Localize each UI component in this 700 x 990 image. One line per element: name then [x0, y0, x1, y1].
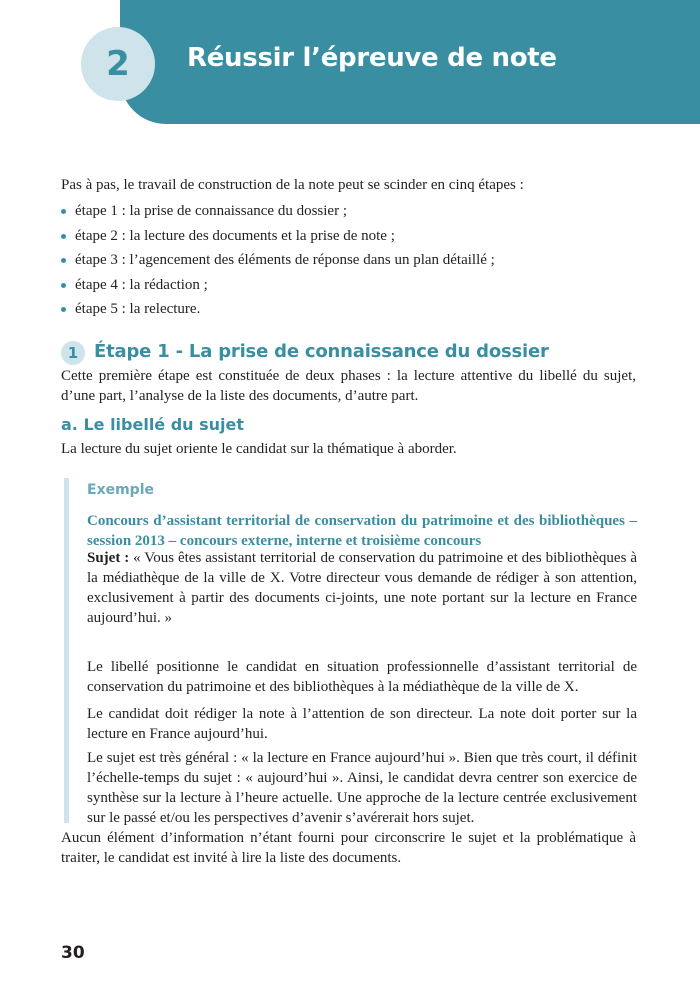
example-label: Exemple [87, 482, 154, 498]
section-title: Étape 1 - La prise de connaissance du dossier [94, 341, 549, 362]
bullet-icon [61, 234, 66, 239]
list-item: étape 1 : la prise de connaissance du dossier ; [61, 201, 495, 226]
steps-list [61, 201, 495, 324]
subject-text: « Vous êtes assistant territorial de conservation du patrimoine et des bibliothèques à la médiathèque de la ville de X. Votre directeur vous demande de rédiger à son attention, exclusivement à partir des documents ci-joints, une note portant sur la lecture en France aujourd’hui. » [87, 550, 637, 626]
section-paragraph: Cette première étape est constituée de deux phases : la lecture attentive du libellé du sujet, d’une part, l’analyse de la liste des documents, d’autre part. [61, 368, 636, 404]
closing-paragraph: Aucun élément d’information n’étant fourni pour circonscrire le sujet et la problématique à traiter, le candidat est invité à lire la liste des documents. [61, 830, 636, 866]
list-item: étape 5 : la relecture. [61, 299, 495, 324]
subsection-paragraph: La lecture du sujet oriente le candidat sur la thématique à aborder. [61, 441, 457, 457]
intro-text: Pas à pas, le travail de construction de la note peut se scinder en cinq étapes : [61, 177, 524, 193]
list-item: étape 2 : la lecture des documents et la prise de note ; [61, 226, 495, 251]
list-item: étape 4 : la rédaction ; [61, 275, 495, 300]
chapter-number-badge: 2 [81, 27, 155, 101]
example-sidebar [64, 478, 69, 823]
bullet-icon [61, 258, 66, 263]
bullet-icon [61, 283, 66, 288]
example-paragraph: Le candidat doit rédiger la note à l’attention de son directeur. La note doit porter sur la lecture en France aujourd’hui. [87, 706, 637, 742]
page-number: 30 [61, 943, 85, 963]
example-subject [87, 548, 637, 628]
subsection-title: a. Le libellé du sujet [61, 415, 245, 434]
bullet-icon [61, 209, 66, 214]
bullet-icon [61, 307, 66, 312]
example-paragraph: Le libellé positionne le candidat en situation professionnelle d’assistant territorial de conservation du patrimoine et des bibliothèques à la médiathèque de la ville de X. [87, 659, 637, 695]
example-heading: Concours d’assistant territorial de conservation du patrimoine et des bibliothèques – session 2013 – concours externe, interne et troisième concours [87, 513, 637, 549]
chapter-title: Réussir l’épreuve de note [187, 43, 557, 73]
subject-label: Sujet : [87, 550, 130, 566]
example-paragraph: Le sujet est très général : « la lecture en France aujourd’hui ». Bien que très court, il définit l’échelle-temps du sujet : « aujourd’hui ». Ainsi, le candidat devra centrer son exercice de synthèse sur la lecture à l’heure actuelle. Une approche de la lecture centrée exclusivement sur le passé et/ou les perspectives d’avenir s’avérerait hors sujet. [87, 750, 637, 826]
list-item: étape 3 : l’agencement des éléments de réponse dans un plan détaillé ; [61, 250, 495, 275]
section-number-badge: 1 [61, 341, 85, 365]
